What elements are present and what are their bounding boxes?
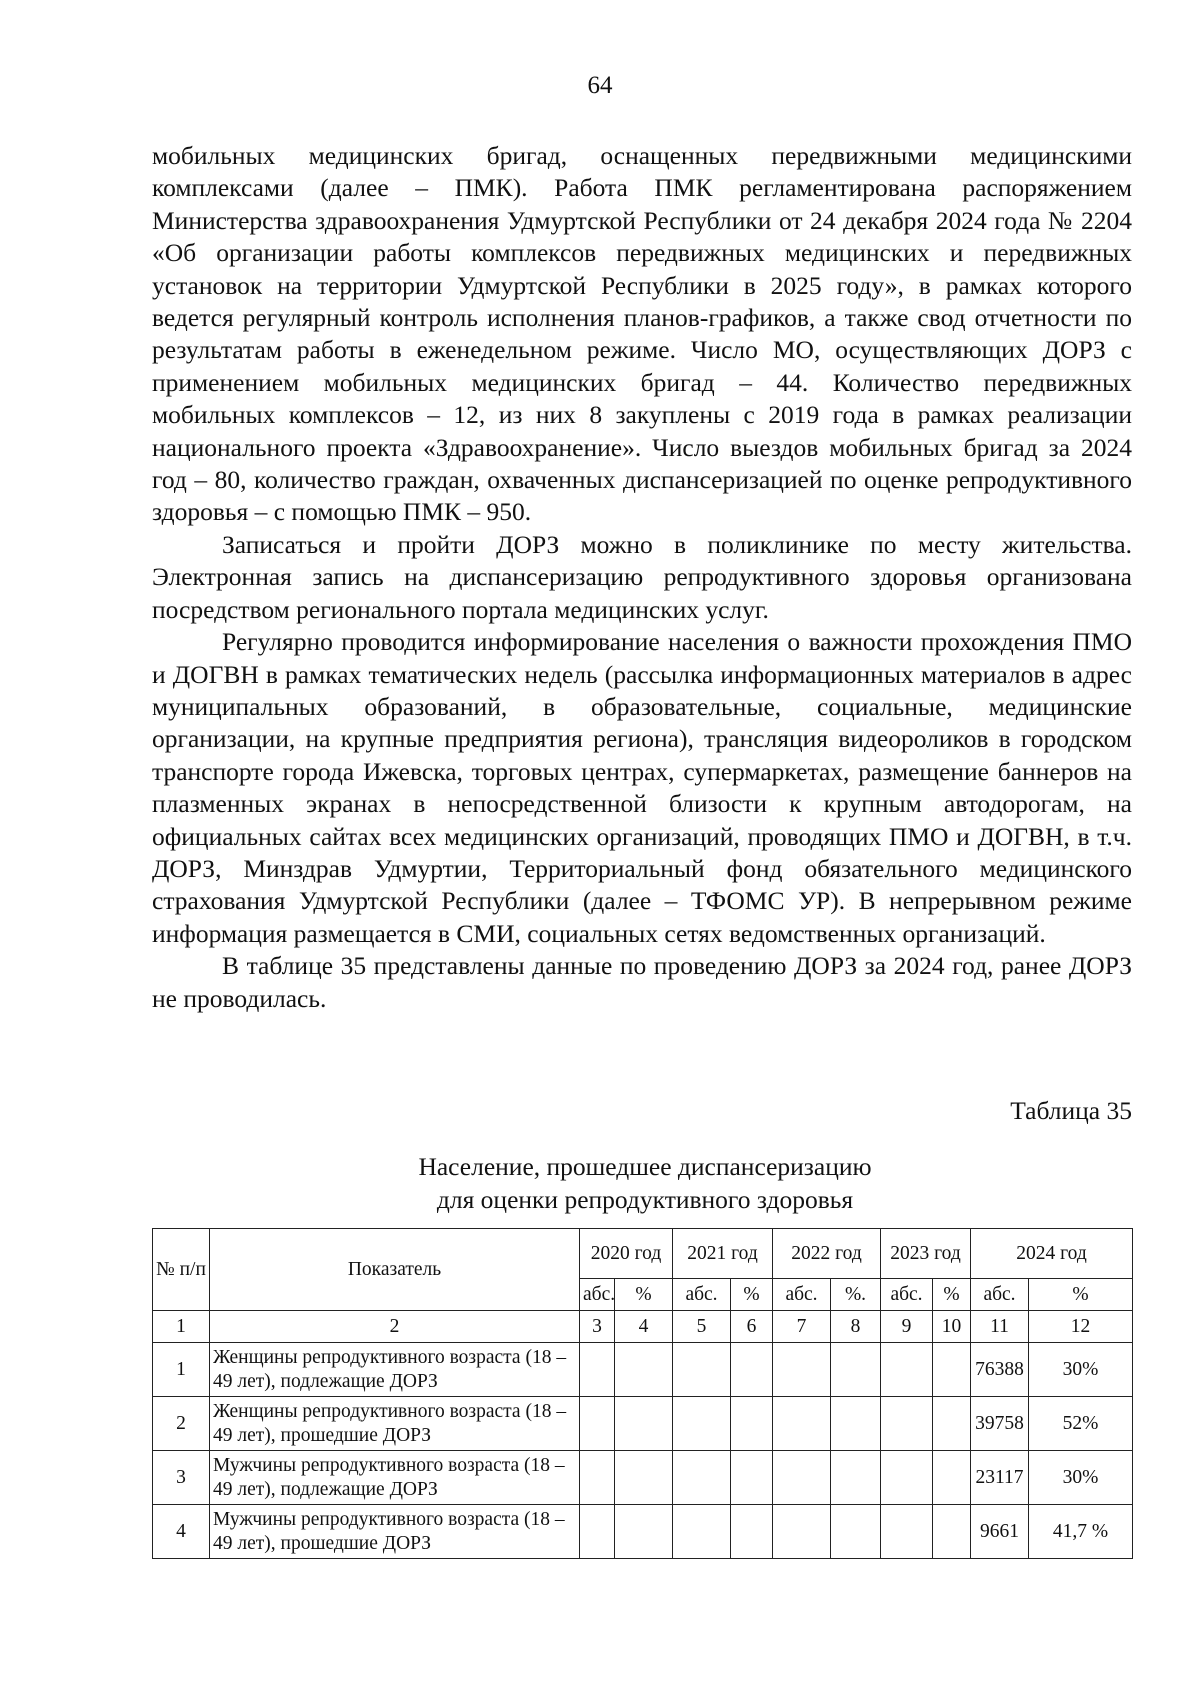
paragraph: мобильных медицинских бригад, оснащенных передвижными медицинскими комплексами (далее – ПМК). Работа ПМК регламентирована распоряжением Министерства здравоохранения Удмуртской Республики от 24 декабря 2024 года № 2204 «Об организации работы комплексов передвижных медицинских и передвижных установок на территории Удмуртской Республики в 2025 году», в рамках которого ведется регулярный контроль исполнения планов-графиков, а также свод отчетности по результатам работы в еженедельном режиме. Число МО, осуществляющих ДОРЗ с применением мобильных медицинских бригад – 44. Количество передвижных мобильных комплексов – 12, из них 8 закуплены с 2019 года в рамках реализации национального проекта «Здравоохранение». Число выездов мобильных бригад за 2024 год – 80, количество граждан, охваченных диспансеризацией по оценке репродуктивного здоровья – с помощью ПМК – 950.: [152, 141, 1132, 527]
header-indicator: Показатель: [210, 1229, 580, 1311]
column-number: 8: [831, 1311, 881, 1343]
header-year: 2024 год: [971, 1229, 1133, 1279]
header-num: № п/п: [153, 1229, 210, 1311]
table-row: [153, 1505, 1133, 1559]
row-abs-2024: 9661: [971, 1505, 1029, 1559]
header-year: 2020 год: [580, 1229, 673, 1279]
row-pct-2024: 30%: [1029, 1343, 1133, 1397]
row-pct-2024: 30%: [1029, 1451, 1133, 1505]
table-title-line: для оценки репродуктивного здоровья: [436, 1185, 854, 1214]
body-text: [152, 140, 1132, 1015]
row-indicator: Мужчины репродуктивного возраста (18 – 49 лет), подлежащие ДОРЗ: [210, 1451, 580, 1505]
column-number: 12: [1029, 1311, 1133, 1343]
header-abs: абс.: [773, 1279, 831, 1311]
paragraph: Регулярно проводится информирование населения о важности прохождения ПМО и ДОГВН в рамках тематических недель (рассылка информационных материалов в адрес муниципальных образований, в образовательные, социальные, медицинские организации, на крупные предприятия региона), трансляция видеороликов в городском транспорте города Ижевска, торговых центрах, супермаркетах, размещение баннеров на плазменных экранах в непосредственной близости к крупным автодорогам, на официальных сайтах всех медицинских организаций, проводящих ПМО и ДОГВН, в т.ч. ДОРЗ, Минздрав Удмуртии, Территориальный фонд обязательного медицинского страхования Удмуртской Республики (далее – ТФОМС УР). В непрерывном режиме информация размещается в СМИ, социальных сетях ведомственных организаций.: [152, 627, 1132, 948]
header-pct: %: [615, 1279, 673, 1311]
row-abs-2024: 23117: [971, 1451, 1029, 1505]
header-pct: %: [1029, 1279, 1133, 1311]
header-year: 2021 год: [673, 1229, 773, 1279]
header-abs: абс.: [971, 1279, 1029, 1311]
header-pct: %.: [831, 1279, 881, 1311]
data-table: [152, 1228, 1133, 1559]
page-number: 64: [587, 72, 613, 99]
row-abs-2024: 39758: [971, 1397, 1029, 1451]
row-abs-2024: 76388: [971, 1343, 1029, 1397]
table-caption: Таблица 35: [1010, 1096, 1132, 1125]
row-indicator: Мужчины репродуктивного возраста (18 – 49 лет), прошедшие ДОРЗ: [210, 1505, 580, 1559]
column-number: 1: [153, 1311, 210, 1343]
row-number: 2: [153, 1397, 210, 1451]
column-number: 11: [971, 1311, 1029, 1343]
column-number: 10: [933, 1311, 971, 1343]
row-number: 1: [153, 1343, 210, 1397]
header-pct: %: [731, 1279, 773, 1311]
header-year: 2023 год: [881, 1229, 971, 1279]
column-number: 7: [773, 1311, 831, 1343]
header-pct: %: [933, 1279, 971, 1311]
column-number: 5: [673, 1311, 731, 1343]
row-number: 3: [153, 1451, 210, 1505]
column-number: 2: [210, 1311, 580, 1343]
paragraph: Записаться и пройти ДОРЗ можно в поликлинике по месту жительства. Электронная запись на диспансеризацию репродуктивного здоровья организована посредством регионального портала медицинских услуг.: [152, 529, 1132, 624]
table-row: [153, 1397, 1133, 1451]
column-number: 9: [881, 1311, 933, 1343]
paragraph: В таблице 35 представлены данные по проведению ДОРЗ за 2024 год, ранее ДОРЗ не проводилась.: [152, 951, 1132, 1013]
row-pct-2024: 41,7 %: [1029, 1505, 1133, 1559]
header-abs: абс.: [580, 1279, 615, 1311]
row-indicator: Женщины репродуктивного возраста (18 – 49 лет), подлежащие ДОРЗ: [210, 1343, 580, 1397]
column-number: 4: [615, 1311, 673, 1343]
row-pct-2024: 52%: [1029, 1397, 1133, 1451]
header-abs: абс.: [673, 1279, 731, 1311]
column-number: 6: [731, 1311, 773, 1343]
column-number: 3: [580, 1311, 615, 1343]
row-number: 4: [153, 1505, 210, 1559]
table-title-line: Население, прошедшее диспансеризацию: [418, 1152, 872, 1181]
header-abs: абс.: [881, 1279, 933, 1311]
row-indicator: Женщины репродуктивного возраста (18 – 49 лет), прошедшие ДОРЗ: [210, 1397, 580, 1451]
table-title: [0, 1150, 1200, 1216]
table-row: [153, 1451, 1133, 1505]
table-row: [153, 1343, 1133, 1397]
header-year: 2022 год: [773, 1229, 881, 1279]
